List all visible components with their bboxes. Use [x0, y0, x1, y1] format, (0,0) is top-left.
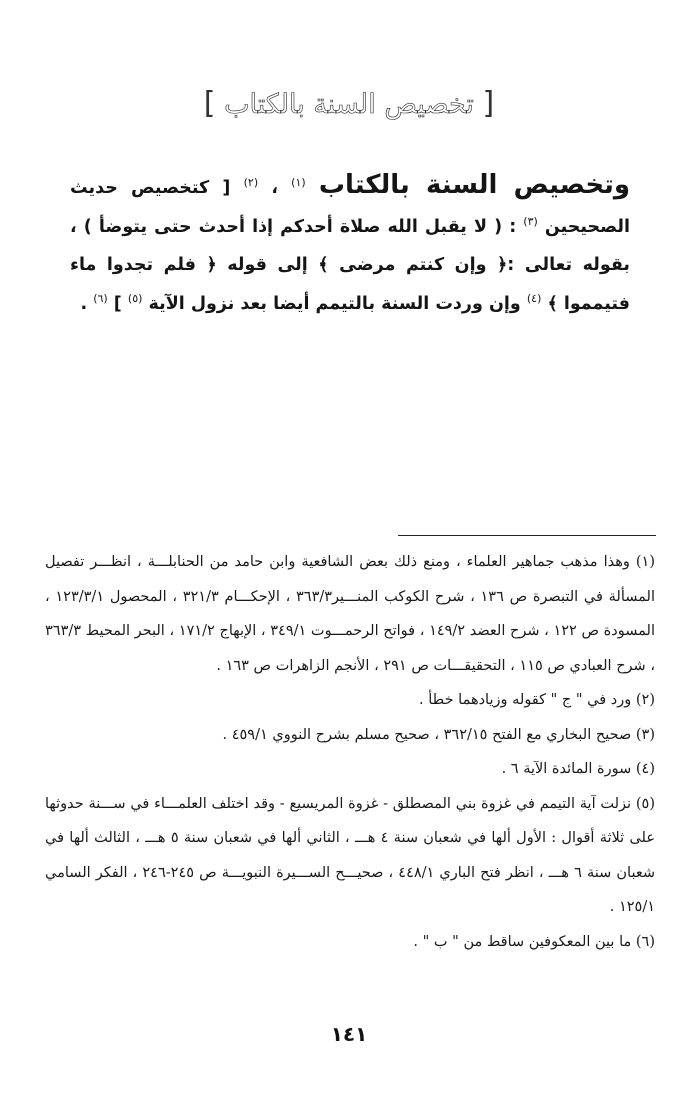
section-title [0, 84, 698, 125]
paragraph-segment-5: . [80, 293, 94, 314]
footnote-5: (٥) نزلت آية التيمم في غزوة بني المصطلق - غزوة المريسيع - وقد اختلف العلمـــاء في ســـنة حدوثها على ثلاثة أقوال : الأول ألها في شعبان سنة ٤ هـــ ، الثاني ألها في شعبان سنة ٥ هـــ ، الثالث ألها في شعبان سنة ٦ هـــ ، انظر فتح الباري ٤٤٨/١ ، صحيـــح الســـيرة النبويـــة ص ٢٤٥-٢٤٦ ، الفكر السامي ١٢٥/١ . [45, 795, 655, 915]
paragraph-segment-2: : ( لا يقبل الله صلاة أحدكم إذا أحدث حتى يتوضأ ) ، بقوله تعالى :﴿ وإن كنتم مرضى ﴾ إلى قوله ﴿ فلم تجدوا ماء فتيمموا ﴾ [70, 216, 630, 314]
footnote-2: (٢) ورد في " ج " كقوله وزيادهما خطأ . [419, 692, 655, 708]
paragraph-heading: وتخصيص السنة بالكتاب [318, 170, 630, 200]
footnote-ref-4: (٤) [526, 291, 542, 305]
footnote-ref-6: (٦) [93, 291, 108, 305]
footnote-divider [398, 535, 656, 536]
paragraph-segment-1: [ كتخصيص حديث الصحيحين [70, 178, 630, 237]
separator-text: ، [258, 178, 292, 198]
footnotes [45, 545, 655, 959]
footnote-ref-1: (١) [291, 176, 306, 190]
page-number: ١٤١ [330, 1022, 368, 1046]
footnote-3: (٣) صحيح البخاري مع الفتح ٣٦٢/١٥ ، صحيح مسلم بشرح النووي ٤٥٩/١ . [222, 726, 655, 743]
footnote-ref-2: (٢) [243, 176, 259, 190]
footnote-1: (١) وهذا مذهب جماهير العلماء ، ومنع ذلك بعض الشافعية وابن حامد من الحنابلـــة ، انظـــر تفصيل المسألة في التبصرة ص ١٣٦ ، شرح الكوكب المنـــير٣٦٣/٣ ، الإحكـــام ٣٢١/٣ ، المحصول ١٢٣/٣/١ ، المسودة ص ١٢٢ ، شرح العضد ١٤٩/٢ ، فواتح الرحمـــوت ٣٤٩/١ ، الإبهاج ١٧١/٢ ، البحر المحيط ٣٦٣/٣ ، شرح العبادي ص ١١٥ ، التحقيقـــات ص ٢٩١ ، الأنجم الزاهرات ص ١٦٣ . [45, 554, 656, 674]
footnote-ref-3: (٣) [523, 214, 538, 228]
paragraph-segment-3: وإن وردت السنة بالتيمم أيضا بعد نزول الآية [142, 293, 527, 314]
footnote-4: (٤) سورة المائدة الآية ٦ . [501, 761, 655, 777]
title-text: تخصيص السنة بالكتاب [224, 89, 474, 120]
footnote-ref-5: (٥) [127, 291, 143, 305]
paragraph-segment-4: ] [107, 293, 128, 314]
title-close-bracket: ] [203, 86, 216, 121]
footnote-6: (٦) ما بين المعكوفين ساقط من " ب " . [413, 933, 655, 950]
title-open-bracket: [ [482, 86, 495, 121]
main-paragraph [70, 166, 630, 323]
